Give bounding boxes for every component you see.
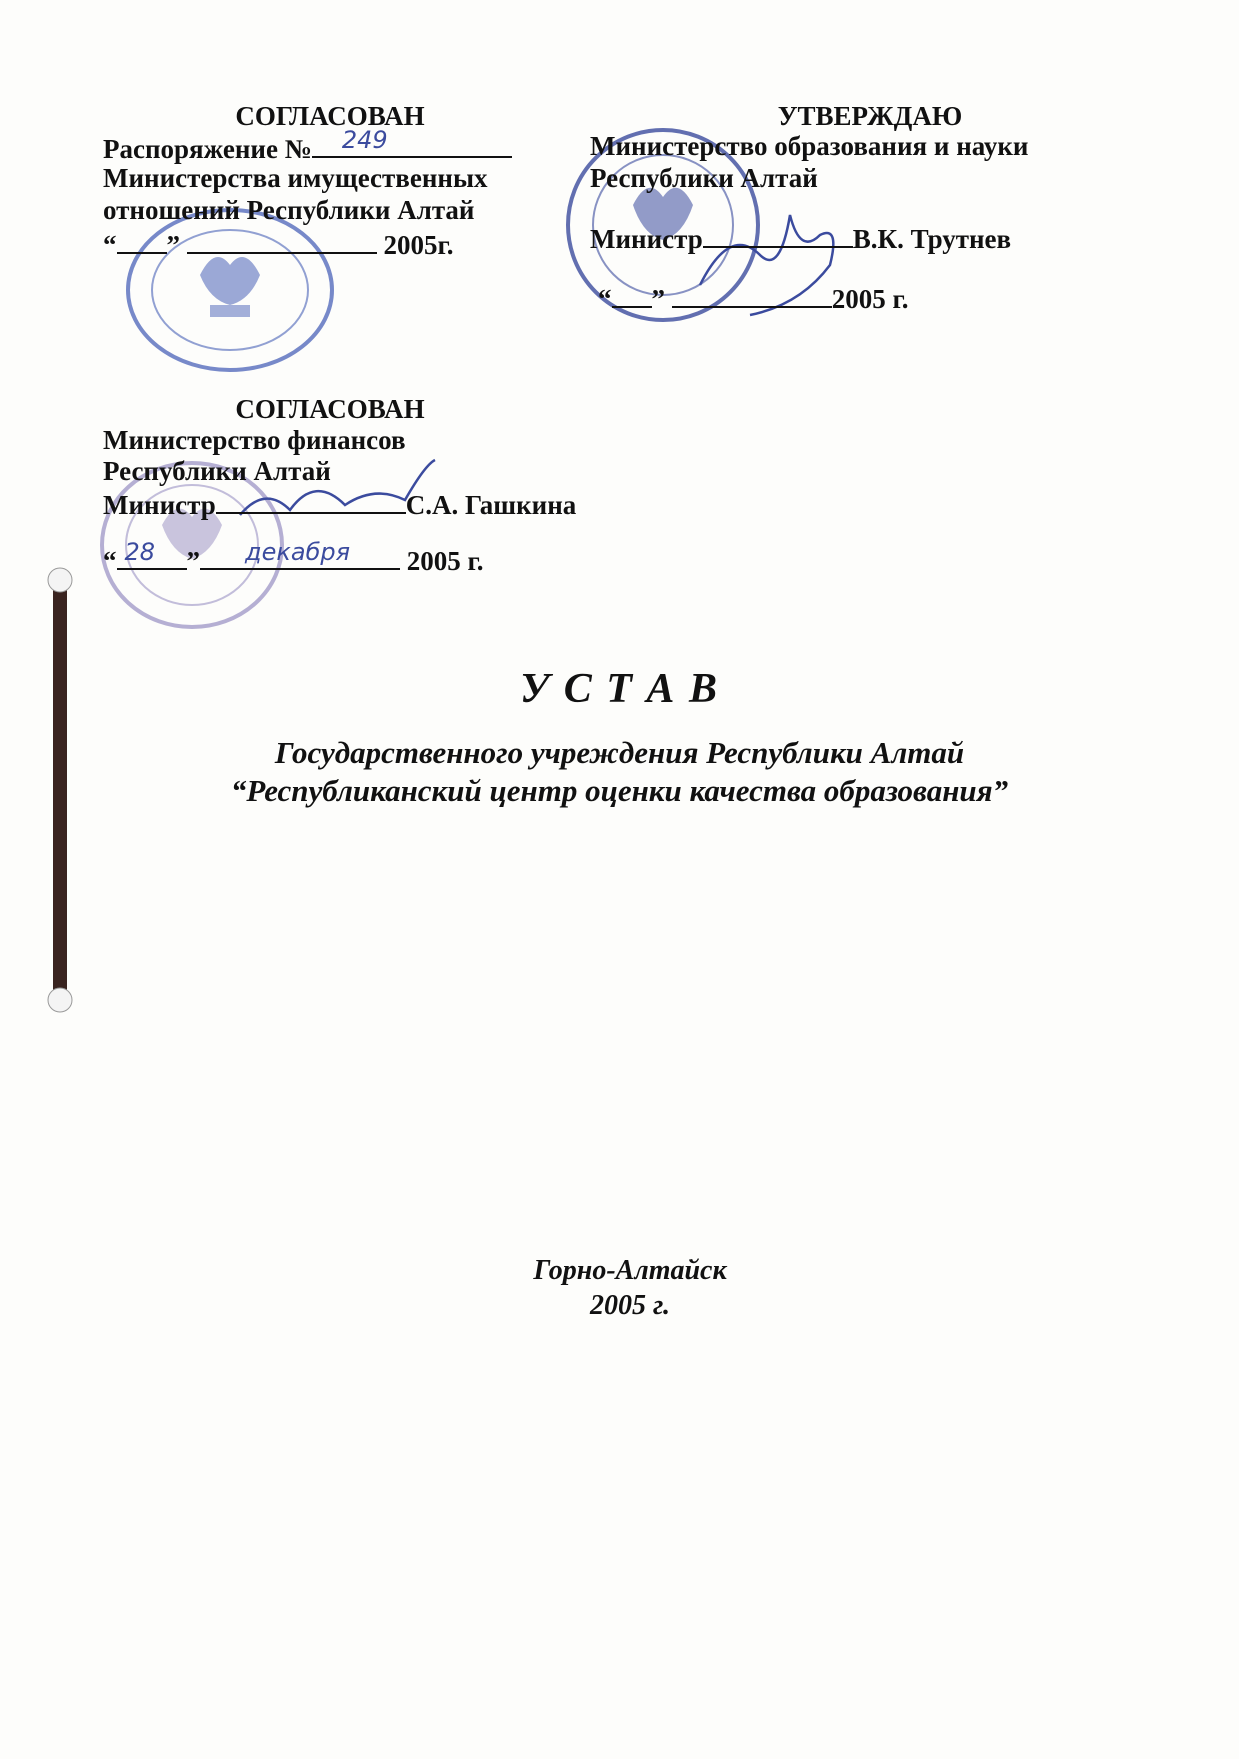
signature-line bbox=[703, 220, 853, 248]
date-close-quote: ” bbox=[166, 230, 180, 260]
date-year: 2005г. bbox=[383, 230, 454, 260]
signatory-name: С.А. Гашкина bbox=[405, 490, 577, 520]
date-day-field bbox=[117, 538, 187, 570]
signatory-role: Министр bbox=[590, 224, 703, 254]
left-block-date bbox=[103, 226, 453, 261]
order-number: 249 bbox=[341, 126, 388, 154]
date-month-field bbox=[672, 280, 832, 308]
date-day: 28 bbox=[124, 538, 156, 566]
date-open-quote: “ bbox=[103, 230, 117, 260]
date-year: 2005 г. bbox=[831, 284, 909, 314]
right-block-line2: Республики Алтай bbox=[590, 163, 818, 193]
bottom-block-heading: СОГЛАСОВАН bbox=[235, 394, 425, 424]
signatory-name: В.К. Трутнев bbox=[852, 224, 1012, 254]
left-block-heading: СОГЛАСОВАН bbox=[235, 101, 425, 131]
document-subtitle-line1: Государственного учреждения Республики Алтай bbox=[274, 735, 965, 770]
date-year: 2005 г. bbox=[406, 546, 484, 576]
date-close-quote: ” bbox=[186, 546, 200, 576]
date-month-field bbox=[187, 226, 377, 254]
date-open-quote: “ bbox=[103, 546, 117, 576]
left-block-line3: отношений Республики Алтай bbox=[103, 195, 475, 225]
right-block-line1: Министерство образования и науки bbox=[590, 131, 1029, 161]
document-subtitle-line2: “Республиканский центр оценки качества образования” bbox=[230, 773, 1009, 808]
order-number-field bbox=[312, 126, 512, 158]
date-day-field bbox=[612, 280, 652, 308]
date-open-quote: “ bbox=[598, 284, 612, 314]
left-block-order-line bbox=[103, 126, 512, 165]
bottom-block-date bbox=[103, 538, 484, 577]
signatory-role: Министр bbox=[103, 490, 216, 520]
bottom-block-signatory bbox=[103, 486, 576, 521]
date-month-field bbox=[200, 538, 400, 570]
document-year: 2005 г. bbox=[590, 1290, 670, 1321]
document-city: Горно-Алтайск bbox=[533, 1255, 727, 1286]
order-prefix: Распоряжение № bbox=[103, 134, 312, 164]
signature-line bbox=[216, 486, 406, 514]
document-title: У С Т А В bbox=[520, 666, 719, 712]
right-block-date bbox=[598, 280, 908, 315]
date-month: декабря bbox=[245, 538, 351, 566]
left-block-line2: Министерства имущественных bbox=[103, 163, 488, 193]
date-day-field bbox=[117, 226, 167, 254]
bottom-block-line1: Министерство финансов bbox=[103, 425, 406, 455]
date-close-quote: ” bbox=[651, 284, 665, 314]
right-block-heading: УТВЕРЖДАЮ bbox=[777, 101, 963, 131]
bottom-block-line2: Республики Алтай bbox=[103, 456, 331, 486]
right-block-signatory bbox=[590, 220, 1011, 255]
